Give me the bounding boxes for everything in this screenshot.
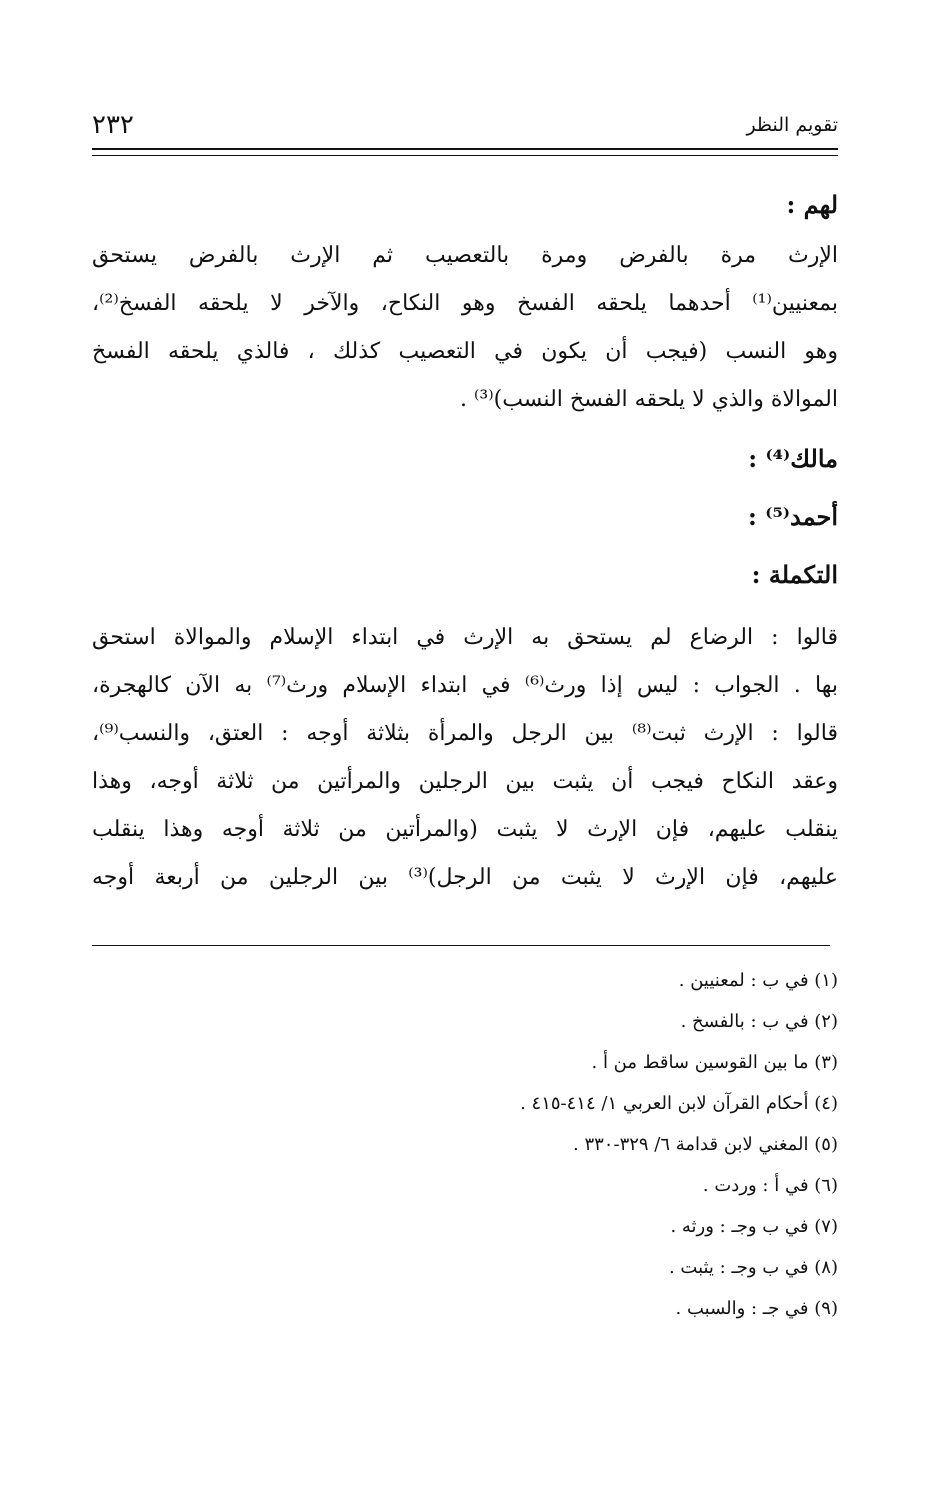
footnotes — [92, 960, 838, 1329]
footnote: (٧) في ب وجـ : ورثه . — [670, 1216, 838, 1237]
footnote: (٨) في ب وجـ : يثبت . — [668, 1257, 838, 1278]
page-number: ٢٣٢ — [92, 110, 134, 140]
footnote: (٤) أحكام القرآن لابن العربي ١/ ٤١٤-٤١٥ . — [520, 1093, 838, 1114]
text-line: الإرث مرة بالفرض ومرة بالتعصيب ثم الإرث بالفرض يستحق — [92, 243, 838, 268]
text-line: بمعنيين⁽¹⁾ أحدهما يلحقه الفسخ وهو النكاح، والآخر لا يلحقه الفسخ⁽²⁾، — [92, 291, 838, 316]
page-header — [92, 108, 838, 148]
text-line: بها . الجواب : ليس إذا ورث⁽⁶⁾ في ابتداء الإسلام ورث⁽⁷⁾ به الآن كالهجرة، — [92, 673, 838, 698]
heading-ahmad: أحمد⁽⁵⁾ : — [747, 502, 838, 531]
heading-takmila: التكملة : — [751, 560, 838, 589]
text-line: وهو النسب (فيجب أن يكون في التعصيب كذلك ، فالذي يلحقه الفسخ — [92, 339, 838, 364]
footnote: (٦) في أ : وردت . — [702, 1175, 838, 1196]
footnote: (٢) في ب : بالفسخ . — [680, 1011, 838, 1032]
text-line: قالوا : الإرث ثبت⁽⁸⁾ بين الرجل والمرأة بثلاثة أوجه : العتق، والنسب⁽⁹⁾، — [92, 721, 838, 746]
footnote: (٥) المغني لابن قدامة ٦/ ٣٢٩-٣٣٠ . — [573, 1134, 838, 1155]
heading-malik: مالك⁽⁴⁾ : — [748, 444, 838, 473]
text-line: ينقلب عليهم، فإن الإرث لا يثبت (والمرأتين من ثلاثة أوجه وهذا ينقلب — [92, 817, 838, 842]
footnote: (٩) في جـ : والسبب . — [675, 1298, 838, 1319]
text-line: الموالاة والذي لا يلحقه الفسخ النسب)⁽³⁾ . — [460, 387, 838, 412]
text-line: وعقد النكاح فيجب أن يثبت بين الرجلين والمرأتين من ثلاثة أوجه، وهذا — [92, 769, 838, 794]
text-line: قالوا : الرضاع لم يستحق به الإرث في ابتداء الإسلام والموالاة استحق — [92, 625, 838, 650]
heading-lahum: لهم : — [786, 190, 838, 219]
header-rule — [92, 148, 838, 156]
running-title: تقويم النظر — [746, 114, 838, 136]
footnote: (٣) ما بين القوسين ساقط من أ . — [591, 1052, 838, 1073]
main-text — [92, 178, 838, 902]
footnote-rule — [92, 945, 830, 946]
paragraph-takmila — [92, 614, 838, 902]
footnote: (١) في ب : لمعنيين . — [678, 970, 838, 991]
paragraph-lahum — [92, 232, 838, 424]
text-line: عليهم، فإن الإرث لا يثبت من الرجل)⁽³⁾ بين الرجلين من أربعة أوجه — [92, 865, 838, 890]
